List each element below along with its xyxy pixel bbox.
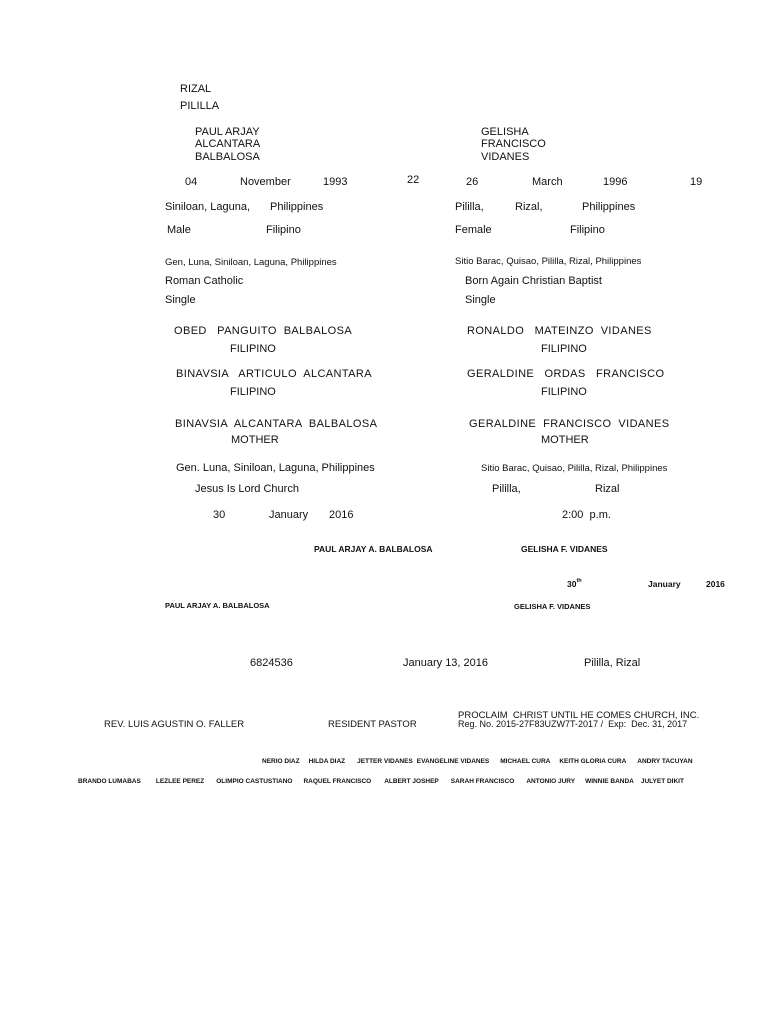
husband-residence: Gen, Luna, Siniloan, Laguna, Philippines bbox=[165, 257, 337, 268]
witness-name: WINNIE BANDA bbox=[585, 778, 634, 785]
wife-birth-country: Philippines bbox=[582, 201, 636, 213]
wife-signature-name: GELISHA F. VIDANES bbox=[521, 544, 608, 554]
husband-birth-town: Siniloan, Laguna, bbox=[165, 201, 251, 213]
license-number: 6824536 bbox=[250, 657, 293, 669]
witness-name: LEZLEE PEREZ bbox=[155, 778, 205, 785]
witness-name: NERIO DIAZ bbox=[262, 758, 300, 765]
wife-father-citizenship: FILIPINO bbox=[541, 343, 587, 355]
witness-name: BRANDO LUMABAS bbox=[78, 778, 141, 785]
witness-name: HILDA DIAZ bbox=[308, 758, 346, 765]
husband-birth-year: 1993 bbox=[323, 176, 348, 188]
city: PILILLA bbox=[180, 100, 220, 112]
witness-name: KEITH GLORIA CURA bbox=[559, 758, 627, 765]
license-place-issued: Pililla, Rizal bbox=[584, 657, 641, 669]
wife-civil-status: Single bbox=[465, 294, 496, 306]
marriage-time: 2:00 p.m. bbox=[562, 509, 611, 521]
wife-religion: Born Again Christian Baptist bbox=[465, 275, 602, 287]
husband-religion: Roman Catholic bbox=[165, 275, 244, 287]
wife-mother-citizenship: FILIPINO bbox=[541, 386, 587, 398]
wife-birth-year: 1996 bbox=[603, 176, 628, 188]
wife-residence: Sitio Barac, Quisao, Pililla, Rizal, Philippines bbox=[455, 256, 642, 267]
wife-age: 19 bbox=[690, 176, 703, 188]
witness-name: JETTER VIDANES bbox=[357, 758, 413, 765]
license-date-issued: January 13, 2016 bbox=[403, 657, 489, 669]
husband-citizenship: Filipino bbox=[266, 224, 301, 236]
marriage-day: 30 bbox=[213, 509, 226, 521]
witness-name: OLIMPIO CASTUSTIANO bbox=[216, 778, 293, 785]
marriage-year: 2016 bbox=[329, 509, 354, 521]
marriage-place-town: Pililla, bbox=[492, 483, 521, 495]
wife-birth-day: 26 bbox=[466, 176, 479, 188]
officer-registration: Reg. No. 2015-27F83UZW7T-2017 / Exp: Dec. 31, 2017 bbox=[458, 719, 688, 729]
husband-birth-month: November bbox=[240, 176, 291, 188]
husband-consent-residence: Gen. Luna, Siniloan, Laguna, Philippines bbox=[176, 462, 375, 474]
wife-citizenship: Filipino bbox=[570, 224, 605, 236]
husband-birth-day: 04 bbox=[185, 176, 198, 188]
wife-mother-name: GERALDINE ORDAS FRANCISCO bbox=[467, 368, 665, 380]
husband-father-citizenship: FILIPINO bbox=[230, 343, 276, 355]
wife-birth-month: March bbox=[532, 176, 563, 188]
wife-signature-name-2: GELISHA F. VIDANES bbox=[514, 602, 591, 611]
certification-day: 30th bbox=[567, 578, 582, 589]
province: RIZAL bbox=[180, 83, 212, 95]
wife-first-name: GELISHA bbox=[481, 126, 529, 138]
husband-consent-person: BINAVSIA ALCANTARA BALBALOSA bbox=[175, 418, 378, 430]
husband-birth-country: Philippines bbox=[270, 201, 324, 213]
husband-mother-citizenship: FILIPINO bbox=[230, 386, 276, 398]
certification-year: 2016 bbox=[706, 579, 725, 589]
husband-last-name: BALBALOSA bbox=[195, 151, 260, 163]
witness-name: RAQUEL FRANCISCO bbox=[303, 778, 372, 785]
marriage-place-church: Jesus Is Lord Church bbox=[195, 483, 299, 495]
witness-name: ALBERT JOSHEP bbox=[384, 778, 439, 785]
officer-church: PROCLAIM CHRIST UNTIL HE COMES CHURCH, INC. bbox=[458, 710, 700, 721]
wife-middle-name: FRANCISCO bbox=[481, 138, 546, 150]
witnesses-row-2 bbox=[78, 778, 684, 785]
witness-name: JULYET DIKIT bbox=[640, 778, 684, 785]
wife-consent-person: GERALDINE FRANCISCO VIDANES bbox=[469, 418, 670, 430]
husband-mother-name: BINAVSIA ARTICULO ALCANTARA bbox=[176, 368, 373, 380]
officer-name: REV. LUIS AGUSTIN O. FALLER bbox=[104, 719, 245, 730]
wife-sex: Female bbox=[455, 224, 492, 236]
certification-month: January bbox=[648, 579, 681, 589]
wife-consent-relationship: MOTHER bbox=[541, 434, 589, 446]
witness-name: SARAH FRANCISCO bbox=[450, 778, 515, 785]
witness-name: MICHAEL CURA bbox=[500, 758, 551, 765]
wife-consent-residence: Sitio Barac, Quisao, Pililla, Rizal, Philippines bbox=[481, 463, 668, 474]
witness-name: ANTONIO JURY bbox=[526, 778, 576, 785]
witness-name: EVANGELINE VIDANES bbox=[416, 758, 490, 765]
wife-birth-town: Pililla, bbox=[455, 201, 484, 213]
marriage-month: January bbox=[269, 509, 309, 521]
husband-age: 22 bbox=[407, 174, 420, 186]
husband-civil-status: Single bbox=[165, 294, 196, 306]
witnesses-row-1 bbox=[262, 758, 693, 765]
husband-signature-name: PAUL ARJAY A. BALBALOSA bbox=[314, 544, 433, 554]
husband-signature-name-2: PAUL ARJAY A. BALBALOSA bbox=[165, 601, 270, 610]
husband-consent-relationship: MOTHER bbox=[231, 434, 279, 446]
wife-father-name: RONALDO MATEINZO VIDANES bbox=[467, 325, 652, 337]
husband-father-name: OBED PANGUITO BALBALOSA bbox=[174, 325, 353, 337]
officer-position: RESIDENT PASTOR bbox=[328, 719, 417, 730]
wife-last-name: VIDANES bbox=[481, 151, 530, 163]
wife-birth-province: Rizal, bbox=[515, 201, 543, 213]
husband-sex: Male bbox=[167, 224, 191, 236]
marriage-place-province: Rizal bbox=[595, 483, 620, 495]
witness-name: ANDRY TACUYAN bbox=[637, 758, 693, 765]
husband-first-name: PAUL ARJAY bbox=[195, 126, 260, 138]
husband-middle-name: ALCANTARA bbox=[195, 138, 261, 150]
certification-day-suffix: th bbox=[576, 578, 582, 584]
